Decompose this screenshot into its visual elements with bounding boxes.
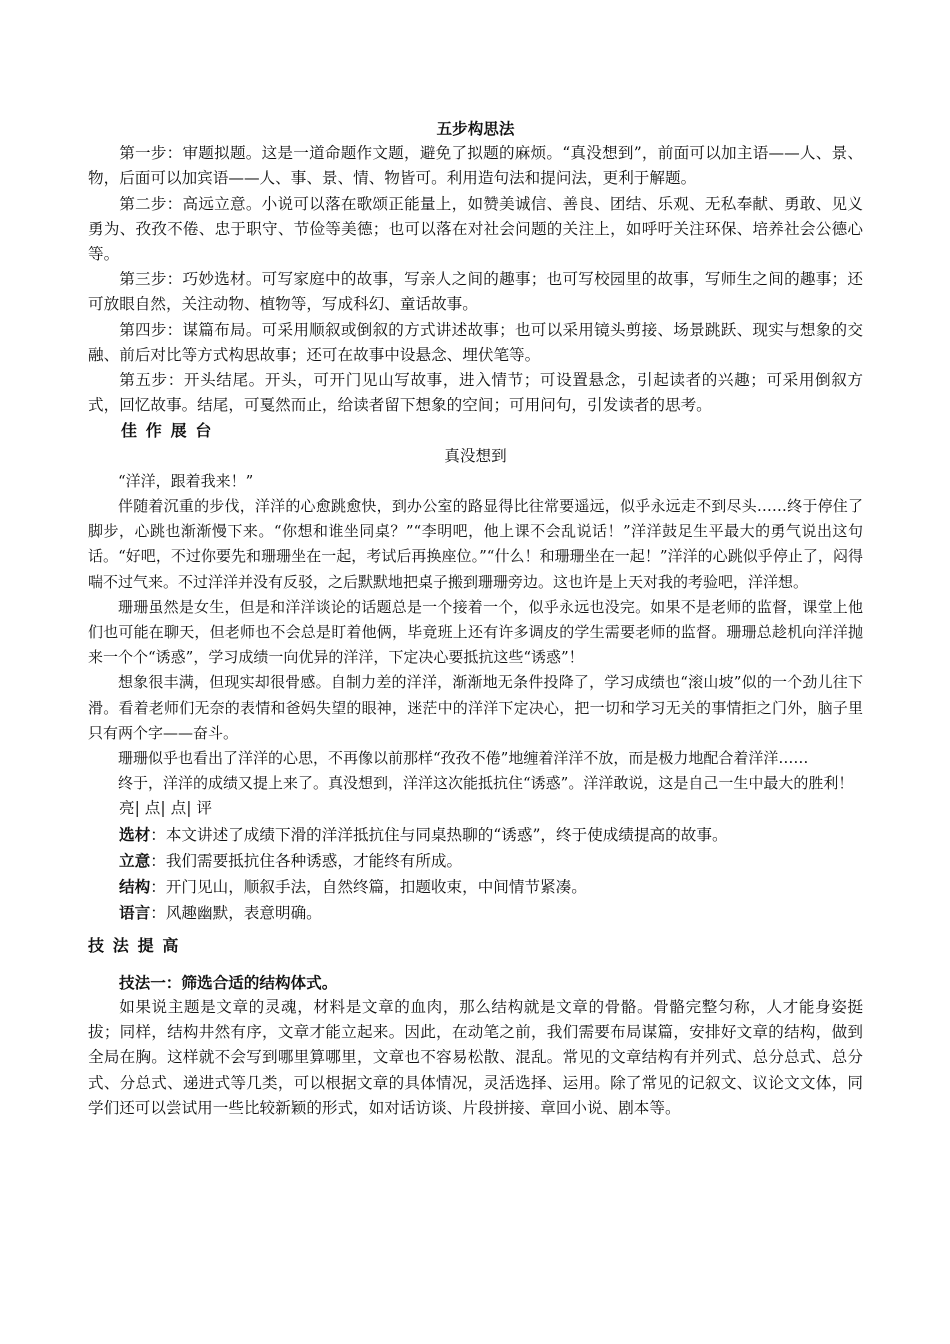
comment-text: 我们需要抵抗住各种诱惑，才能终有所成。 <box>165 851 463 870</box>
story-paragraph: 想象很丰满，但现实却很骨感。自制力差的洋洋，渐渐地无条件投降了，学习成绩也“滚山坡”似的一个劲儿往下滑。看着老师们无奈的表情和爸妈失望的眼神，迷茫中的洋洋下定决心，把一切和学习无关的事情拒之门外，脑子里只有两个字——奋斗。 <box>88 673 863 742</box>
section-title-five-steps: 五步构思法 <box>436 119 515 138</box>
comment-text: 开门见山，顺叙手法，自然终篇，扣题收束，中间情节紧凑。 <box>165 878 587 897</box>
step-1-paragraph: 第一步：审题拟题。这是一道命题作文题，避免了拟题的麻烦。“真没想到”，前面可以加主语——人、景、物，后面可以加宾语——人、事、景、情、物皆可。利用造句法和提问法，更利于解题。 <box>88 144 863 188</box>
comment-label: 语言 <box>119 903 151 923</box>
comment-sep: ： <box>150 851 166 870</box>
story-paragraph: 终于，洋洋的成绩又提上来了。真没想到，洋洋这次能抵抗住“诱惑”。洋洋敢说，这是自己一生中最大的胜利！ <box>118 774 854 793</box>
story-paragraph: “洋洋，跟着我来！” <box>118 471 254 490</box>
comment-sep: ： <box>150 878 166 897</box>
comment-label: 结构 <box>119 877 151 897</box>
technique-1-title: 技法一：筛选合适的结构体式。 <box>119 972 338 992</box>
comment-item-structure <box>88 874 863 900</box>
comment-text: 本文讲述了成绩下滑的洋洋抵抗住与同桌热聊的“诱惑”，终于使成绩提高的故事。 <box>165 825 728 844</box>
story-title: 真没想到 <box>444 446 507 465</box>
comment-sep: ： <box>150 825 166 844</box>
techniques-heading: 技法提高 <box>88 935 188 955</box>
step-4-paragraph: 第四步：谋篇布局。可采用顺叙或倒叙的方式讲述故事；也可以采用镜头剪接、场景跳跃、现实与想象的交融、前后对比等方式构思故事；还可在故事中设悬念、埋伏笔等。 <box>88 320 863 364</box>
comments-heading: 亮| 点| 点| 评 <box>119 799 213 818</box>
step-5-paragraph: 第五步：开头结尾。开头，可开门见山写故事，进入情节；可设置悬念，引起读者的兴趣；可采用倒叙方式，回忆故事。结尾，可戛然而止，给读者留下想象的空间；可用问句，引发读者的思考。 <box>88 371 863 415</box>
step-2-paragraph: 第二步：高远立意。小说可以落在歌颂正能量上，如赞美诚信、善良、团结、乐观、无私奉献、勇敢、见义勇为、孜孜不倦、忠于职守、节俭等美德；也可以落在对社会问题的关注上，如呼吁关注环保、培养社会公德心等。 <box>88 194 863 264</box>
technique-1-paragraph: 如果说主题是文章的灵魂，材料是文章的血肉，那么结构就是文章的骨骼。骨骼完整匀称，人才能身姿挺拔；同样，结构井然有序，文章才能立起来。因此，在动笔之前，我们需要布局谋篇，安排好文章的结构，做到全局在胸。这样就不会写到哪里算哪里，文章也不容易松散、混乱。常见的文章结构有并列式、总分总式、总分式、分总式、递进式等几类，可以根据文章的具体情况，灵活选择、运用。除了常见的记叙文、议论文文体，同学们还可以尝试用一些比较新颖的形式，如对话访谈、片段拼接、章回小说、剧本等。 <box>88 997 863 1117</box>
comment-sep: ： <box>150 904 166 923</box>
story-body <box>88 469 863 797</box>
story-paragraph: 珊珊虽然是女生，但是和洋洋谈论的话题总是一个接着一个，似乎永远也没完。如果不是老师的监督，课堂上他们也可能在聊天，但老师也不会总是盯着他俩，毕竟班上还有许多调皮的学生需要老师的监督。珊珊总趁机向洋洋抛来一个个“诱惑”，学习成绩一向优异的洋洋，下定决心要抵抗这些“诱惑”！ <box>88 597 863 667</box>
comment-label: 立意 <box>119 850 151 870</box>
story-paragraph: 伴随着沉重的步伐，洋洋的心愈跳愈快，到办公室的路显得比往常要遥远，似乎永远走不到尽头……终于停住了脚步，心跳也渐渐慢下来。“你想和谁坐同桌？”“李明吧，他上课不会乱说话！”洋洋鼓足生平最大的勇气说出这句话。“好吧，不过你要先和珊珊坐在一起，考试后再换座位。”“什么！和珊珊坐在一起！”洋洋的心跳似乎停止了，闷得喘不过气来。不过洋洋并没有反驳，之后默默地把桌子搬到珊珊旁边。这也许是上天对我的考验吧，洋洋想。 <box>88 497 863 591</box>
comment-item-theme <box>88 848 863 874</box>
comment-text: 风趣幽默，表意明确。 <box>165 904 322 923</box>
comment-label: 选材 <box>119 824 151 844</box>
comment-item-language <box>88 900 863 926</box>
comment-item-topic <box>88 822 863 848</box>
story-paragraph: 珊珊似乎也看出了洋洋的心思，不再像以前那样“孜孜不倦”地缠着洋洋不放，而是极力地配合着洋洋…… <box>118 749 809 768</box>
showcase-heading: 佳作展台 <box>121 421 221 441</box>
step-3-paragraph: 第三步：巧妙选材。可写家庭中的故事，写亲人之间的趣事；也可写校园里的故事，写师生之间的趣事；还可放眼自然，关注动物、植物等，写成科幻、童话故事。 <box>88 270 863 314</box>
document-page <box>88 116 863 1121</box>
